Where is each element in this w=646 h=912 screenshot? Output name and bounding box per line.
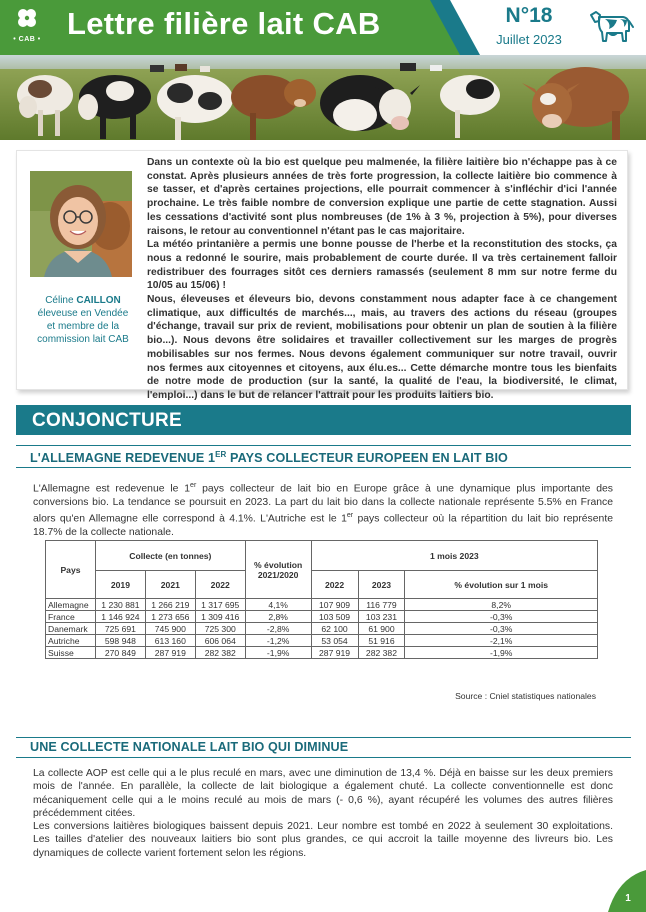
header-year: 2023 bbox=[358, 571, 405, 599]
cell-value: 2,8% bbox=[245, 611, 311, 623]
cell-value: 1 230 881 bbox=[95, 599, 145, 611]
heading-rule-top bbox=[16, 445, 631, 446]
cows-photo bbox=[0, 55, 646, 140]
article-paragraph: La collecte AOP est celle qui a le plus reculé en mars, avec une diminution de 13,4 %. Déjà en baisse sur les deux premiers mois de l'année. En parallèle, la collecte de lait biologique a également chuté. La collecte conventionnelle est donc mécaniquement celle qui a le moins reculé au mois de mars (- 0,6 %), ayant récupéré les volumes des autres filières précédemment citées. bbox=[33, 768, 613, 819]
cell-value: -0,3% bbox=[405, 623, 598, 635]
header-pays: Pays bbox=[46, 541, 96, 599]
cell-value: 1 317 695 bbox=[195, 599, 245, 611]
cell-value: 270 849 bbox=[95, 647, 145, 659]
cell-value: 282 382 bbox=[358, 647, 405, 659]
author-name: Céline CAILLON bbox=[45, 295, 121, 306]
header-year: 2022 bbox=[311, 571, 358, 599]
table-source: Source : Cniel statistiques nationales bbox=[455, 691, 596, 701]
cab-logo bbox=[6, 4, 48, 50]
cell-value: -1,9% bbox=[405, 647, 598, 659]
article-paragraph: L'Allemagne est redevenue le 1er pays collecteur de lait bio en Europe grâce à une dynamique plus importante des conversions bio. La tendance se poursuit en 2023. La part du lait bio dans la collecte nationale représente 5.5% en France alors qu'en Allemagne elle correspond à 4.1%. L'Autriche est le 1er pays collecteur où la répartition du lait bio représente 18.7% de la collecte nationale. bbox=[33, 482, 614, 538]
editorial-text bbox=[147, 156, 617, 403]
table-row bbox=[46, 623, 598, 635]
cell-value: -1,9% bbox=[245, 647, 311, 659]
article-paragraph: Les conversions laitières biologiques baissent depuis 2021. Leur nombre est tombé en 2022 à seulement 30 exploitations. Les tailles d'atelier des nouveaux laitiers bio sont plus grandes, ce qui accroit la taille moyenne des livreurs bio. Les dynamiques de collecte varient fortement selon les régions. bbox=[33, 821, 613, 859]
issue-number: N°18 bbox=[505, 4, 553, 27]
cell-value: 8,2% bbox=[405, 599, 598, 611]
page-corner bbox=[598, 870, 646, 912]
article-body bbox=[33, 767, 613, 860]
page-title: Lettre filière lait CAB bbox=[67, 6, 381, 41]
table-row bbox=[46, 647, 598, 659]
cell-value: 1 146 924 bbox=[95, 611, 145, 623]
cell-pays: Danemark bbox=[46, 623, 96, 635]
author-role-line: commission lait CAB bbox=[37, 334, 129, 345]
cell-value: 103 509 bbox=[311, 611, 358, 623]
cell-value: 725 691 bbox=[95, 623, 145, 635]
collecte-table bbox=[45, 540, 598, 659]
cell-pays: Allemagne bbox=[46, 599, 96, 611]
article-heading: UNE COLLECTE NATIONALE LAIT BIO QUI DIMINUE bbox=[30, 740, 349, 754]
editorial-paragraph: Nous, éleveuses et éleveurs bio, devons constamment nous adapter face à ce changement climatique, aux difficultés de marchés..., mais, au travers des actions du réseau (groupes d'échange, travail sur prix de revient, mobilisations pour obtenir un plan de soutien à la filière bio...). Nous devons être solidaires et travailler collectivement sur les marges de progrès mobilisables sur nos fermes. Nous devons également communiquer sur notre travail, ouvrir nos fermes aux citoyennes et citoyens, aux élu.es... Cette démarche montre tous les bienfaits de notre mode de production (sur la santé, la qualité de l'eau, la biodiversité, le climat, l'emploi...) dans le but de relancer l'attrait pour les produits laitiers bio. bbox=[147, 294, 617, 401]
cell-value: 282 382 bbox=[195, 647, 245, 659]
page-number: 1 bbox=[625, 893, 631, 904]
cell-value: 613 160 bbox=[145, 635, 195, 647]
header-evolution-mois: % évolution sur 1 mois bbox=[405, 571, 598, 599]
header-year: 2019 bbox=[95, 571, 145, 599]
cell-value: -2,1% bbox=[405, 635, 598, 647]
cell-value: 725 300 bbox=[195, 623, 245, 635]
header-evolution: % évolution 2021/2020 bbox=[245, 541, 311, 599]
cell-value: 287 919 bbox=[311, 647, 358, 659]
cell-value: 1 309 416 bbox=[195, 611, 245, 623]
cell-value: 1 273 656 bbox=[145, 611, 195, 623]
cell-value: 745 900 bbox=[145, 623, 195, 635]
cell-pays: Autriche bbox=[46, 635, 96, 647]
heading-rule-top bbox=[16, 737, 631, 738]
cow-icon bbox=[587, 7, 635, 47]
header-collecte: Collecte (en tonnes) bbox=[95, 541, 245, 571]
cell-value: 287 919 bbox=[145, 647, 195, 659]
article-heading: L'ALLEMAGNE REDEVENUE 1ER PAYS COLLECTEUR EUROPEEN EN LAIT BIO bbox=[30, 450, 508, 466]
cell-value: -1,2% bbox=[245, 635, 311, 647]
article-body bbox=[33, 479, 613, 539]
section-title: CONJONCTURE bbox=[32, 410, 183, 431]
author-portrait bbox=[30, 171, 132, 277]
header-year: 2021 bbox=[145, 571, 195, 599]
editorial-paragraph: Dans un contexte où la bio est quelque peu malmenée, la filière laitière bio n'échappe pas à ce constat. Après plusieurs années de très forte progression, la collecte laitière bio commence à se tasser, et d'après certaines projections, elle pourrait commencer à s'infléchir d'ici l'année prochaine. Le très faible nombre de conversion explique une partie de cette stagnation. Aussi les cessations d'activité sont plus nombreuses (de 1% à 3 %, projection à 5%), pour diverses raisons, le retour au conventionnel n'étant pas le cas majoritaire. bbox=[147, 157, 617, 237]
cell-value: 107 909 bbox=[311, 599, 358, 611]
table-row bbox=[46, 635, 598, 647]
cell-value: 116 779 bbox=[358, 599, 405, 611]
table-row bbox=[46, 599, 598, 611]
heading-rule-bottom bbox=[16, 467, 631, 468]
issue-date: Juillet 2023 bbox=[496, 32, 562, 47]
cell-value: 53 054 bbox=[311, 635, 358, 647]
cell-value: 51 916 bbox=[358, 635, 405, 647]
table-row bbox=[46, 611, 598, 623]
clover-icon bbox=[15, 6, 39, 30]
cell-value: 606 064 bbox=[195, 635, 245, 647]
cell-value: 61 900 bbox=[358, 623, 405, 635]
header-year: 2022 bbox=[195, 571, 245, 599]
logo-label: • CAB • bbox=[13, 36, 41, 43]
header-mois: 1 mois 2023 bbox=[311, 541, 597, 571]
cell-value: -0,3% bbox=[405, 611, 598, 623]
cell-value: 62 100 bbox=[311, 623, 358, 635]
author-role-line: et membre de la bbox=[46, 321, 120, 332]
author-role-line: éleveuse en Vendée bbox=[37, 308, 129, 319]
heading-rule-bottom bbox=[16, 757, 631, 758]
cell-pays: France bbox=[46, 611, 96, 623]
cell-pays: Suisse bbox=[46, 647, 96, 659]
cell-value: 103 231 bbox=[358, 611, 405, 623]
cell-value: 4,1% bbox=[245, 599, 311, 611]
cell-value: 598 948 bbox=[95, 635, 145, 647]
author-caption bbox=[28, 294, 138, 346]
editorial-paragraph: La météo printanière a permis une bonne pousse de l'herbe et la reconstitution des stocks, ça nous a redonné le sourire, mais probablement de courte durée. Il va très certainement falloir redistribuer des fourrages sitôt ces derniers ramassés (seulement 8 mm sur notre ferme du 10/05 au 15/06) ! bbox=[147, 239, 617, 292]
cell-value: 1 266 219 bbox=[145, 599, 195, 611]
cell-value: -2,8% bbox=[245, 623, 311, 635]
